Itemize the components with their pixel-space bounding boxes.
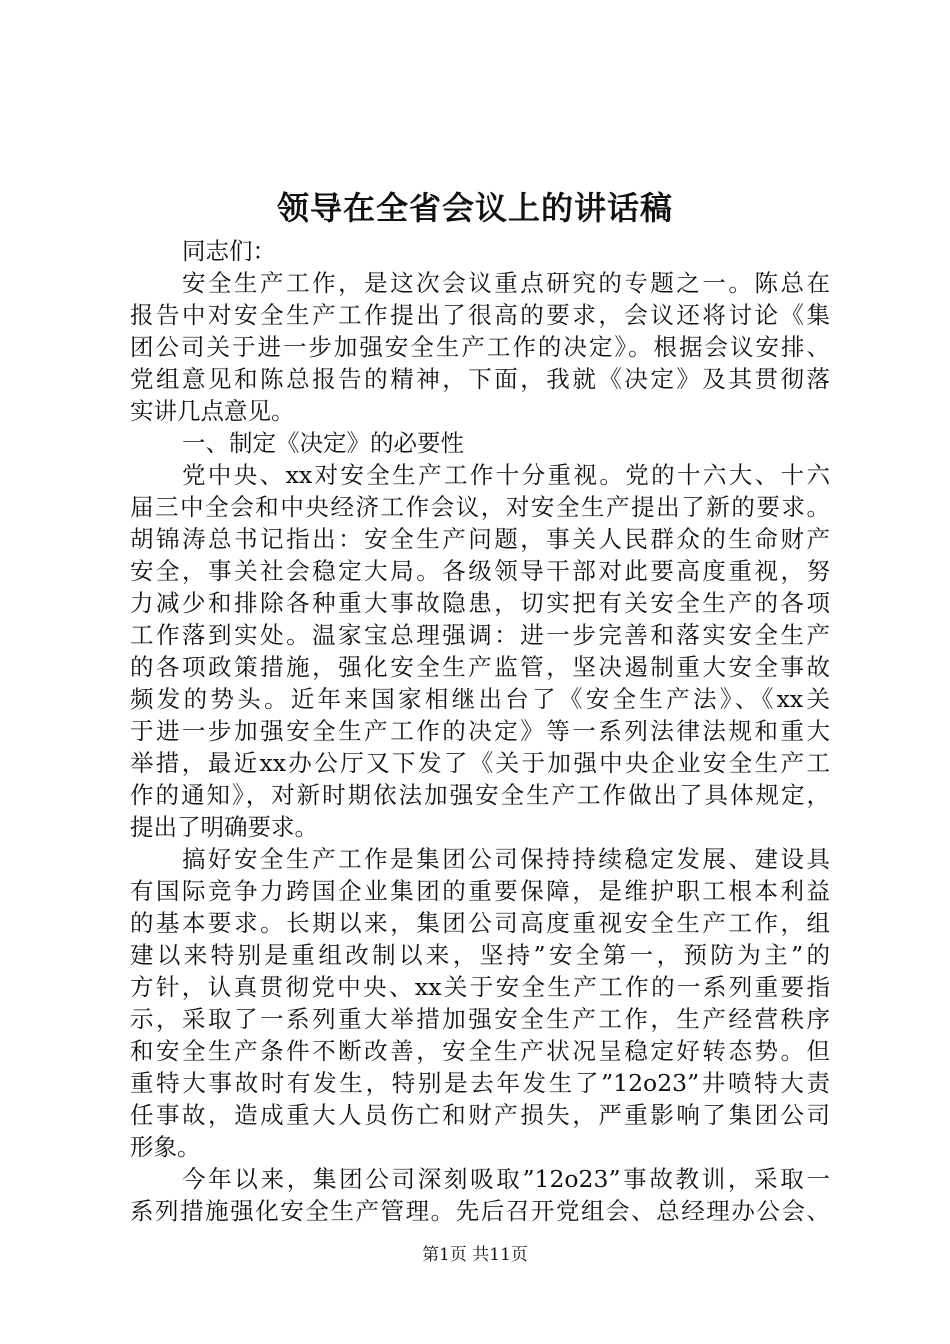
document-title: 领导在全省会议上的讲话稿 bbox=[276, 189, 673, 227]
text-line: 频发的势头。近年来国家相继出台了《安全生产法》、《xx关 bbox=[130, 685, 830, 713]
text-line: 届三中全会和中央经济工作会议，对安全生产提出了新的要求。 bbox=[130, 493, 830, 521]
text-line: 建以来特别是重组改制以来，坚持”安全第一，预防为主”的 bbox=[130, 941, 830, 969]
text-line: 任事故，造成重大人员伤亡和财产损失，严重影响了集团公司 bbox=[130, 1101, 830, 1129]
text-line: 安全生产工作，是这次会议重点研究的专题之一。陈总在 bbox=[182, 269, 830, 297]
text-line: 力减少和排除各种重大事故隐患，切实把有关安全生产的各项 bbox=[130, 589, 830, 617]
text-line: 实讲几点意见。 bbox=[130, 397, 295, 425]
document-body bbox=[130, 235, 830, 1227]
text-line: 党中央、xx对安全生产工作十分重视。党的十六大、十六 bbox=[182, 461, 830, 489]
text-line: 胡锦涛总书记指出：安全生产问题，事关人民群众的生命财产 bbox=[130, 525, 830, 553]
text-line: 系列措施强化安全生产管理。先后召开党组会、总经理办公会、 bbox=[130, 1197, 830, 1225]
text-line: 安全，事关社会稳定大局。各级领导干部对此要高度重视，努 bbox=[130, 557, 830, 585]
text-line: 于进一步加强安全生产工作的决定》等一系列法律法规和重大 bbox=[130, 717, 830, 745]
text-line: 和安全生产条件不断改善，安全生产状况呈稳定好转态势。但 bbox=[130, 1037, 830, 1065]
text-line: 报告中对安全生产工作提出了很高的要求，会议还将讨论《集 bbox=[130, 301, 830, 329]
text-line: 形象。 bbox=[130, 1133, 201, 1161]
text-line: 提出了明确要求。 bbox=[130, 813, 318, 841]
text-line: 党组意见和陈总报告的精神，下面，我就《决定》及其贯彻落 bbox=[130, 365, 830, 393]
text-line: 团公司关于进一步加强安全生产工作的决定》。根据会议安排、 bbox=[130, 333, 830, 361]
text-line: 的各项政策措施，强化安全生产监管，坚决遏制重大安全事故 bbox=[130, 653, 830, 681]
text-line: 同志们： bbox=[182, 237, 276, 265]
text-line: 工作落到实处。温家宝总理强调：进一步完善和落实安全生产 bbox=[130, 621, 830, 649]
text-line: 重特大事故时有发生，特别是去年发生了”12o23”井喷特大责 bbox=[130, 1069, 830, 1097]
text-line: 示，采取了一系列重大举措加强安全生产工作，生产经营秩序 bbox=[130, 1005, 830, 1033]
text-line: 方针，认真贯彻党中央、xx关于安全生产工作的一系列重要指 bbox=[130, 973, 830, 1001]
text-line: 作的通知》，对新时期依法加强安全生产工作做出了具体规定， bbox=[130, 781, 830, 809]
page-footer: 第1页 共11页 bbox=[422, 1245, 528, 1265]
text-line: 搞好安全生产工作是集团公司保持持续稳定发展、建设具 bbox=[182, 845, 830, 873]
text-line: 今年以来，集团公司深刻吸取”12o23”事故教训，采取一 bbox=[182, 1165, 830, 1193]
text-line: 的基本要求。长期以来，集团公司高度重视安全生产工作，组 bbox=[130, 909, 830, 937]
text-line: 有国际竞争力跨国企业集团的重要保障，是维护职工根本利益 bbox=[130, 877, 830, 905]
text-line: 举措，最近xx办公厅又下发了《关于加强中央企业安全生产工 bbox=[130, 749, 830, 777]
text-line: 一、制定《决定》的必要性 bbox=[182, 429, 464, 457]
